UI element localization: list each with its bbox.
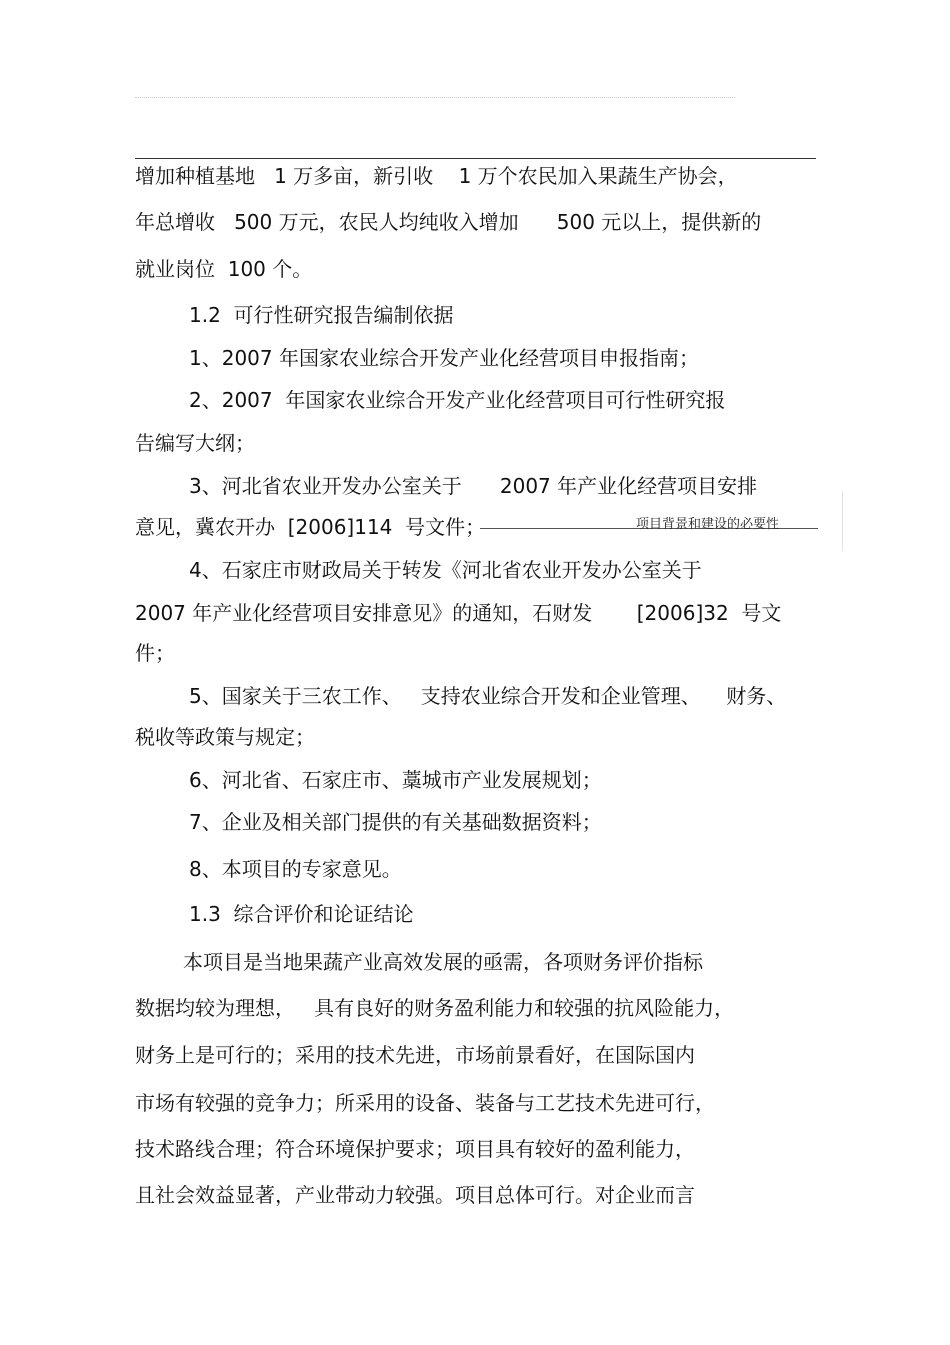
text-line: 1、2007 年国家农业综合开发产业化经营项目申报指南； <box>189 346 699 370</box>
header-dotted-rule <box>135 97 735 98</box>
text-line: 年总增收 500 万元，农民人均纯收入增加 500 元以上，提供新的 <box>135 210 762 234</box>
text-line: 6、河北省、石家庄市、藁城市产业发展规划； <box>189 768 602 792</box>
running-header: 项目背景和建设的必要性 <box>636 517 780 532</box>
text-line: 技术路线合理；符合环境保护要求；项目具有较好的盈利能力， <box>135 1137 695 1161</box>
text-line: 市场有较强的竞争力；所采用的设备、装备与工艺技术先进可行， <box>135 1091 715 1115</box>
text-line: 8、本项目的专家意见。 <box>189 857 402 881</box>
text-line: 增加种植基地 1 万多亩，新引收 1 万个农民加入果蔬生产协会， <box>135 164 738 188</box>
text-line: 就业岗位 100 个。 <box>135 257 313 281</box>
page-edge-marker <box>842 491 843 551</box>
text-line: 1.3 综合评价和论证结论 <box>189 902 414 926</box>
text-line: 2007 年产业化经营项目安排意见》的通知，石财发 [2006]32 号文 <box>135 601 782 625</box>
text-line: 4、石家庄市财政局关于转发《河北省农业开发办公室关于 <box>189 558 702 582</box>
text-line: 且社会效益显著，产业带动力较强。项目总体可行。对企业而言 <box>135 1183 695 1207</box>
text-line: 财务上是可行的；采用的技术先进，市场前景看好，在国际国内 <box>135 1043 695 1067</box>
text-line: 2、2007 年国家农业综合开发产业化经营项目可行性研究报 <box>189 388 726 412</box>
header-rule <box>135 158 816 159</box>
text-line: 意见，冀农开办 [2006]114 号文件； <box>135 515 486 539</box>
text-line: 5、国家关于三农工作、 支持农业综合开发和企业管理、 财务、 <box>189 684 787 708</box>
text-line: 本项目是当地果蔬产业高效发展的亟需，各项财务评价指标 <box>183 950 703 974</box>
text-line: 告编写大纲； <box>135 431 255 455</box>
text-line: 7、企业及相关部门提供的有关基础数据资料； <box>189 810 602 834</box>
text-line: 件； <box>135 641 175 665</box>
text-line: 3、河北省农业开发办公室关于 2007 年产业化经营项目安排 <box>189 474 758 498</box>
text-line: 1.2 可行性研究报告编制依据 <box>189 303 454 327</box>
text-line: 税收等政策与规定； <box>135 725 315 749</box>
text-line: 数据均较为理想， 具有良好的财务盈利能力和较强的抗风险能力， <box>135 996 735 1020</box>
